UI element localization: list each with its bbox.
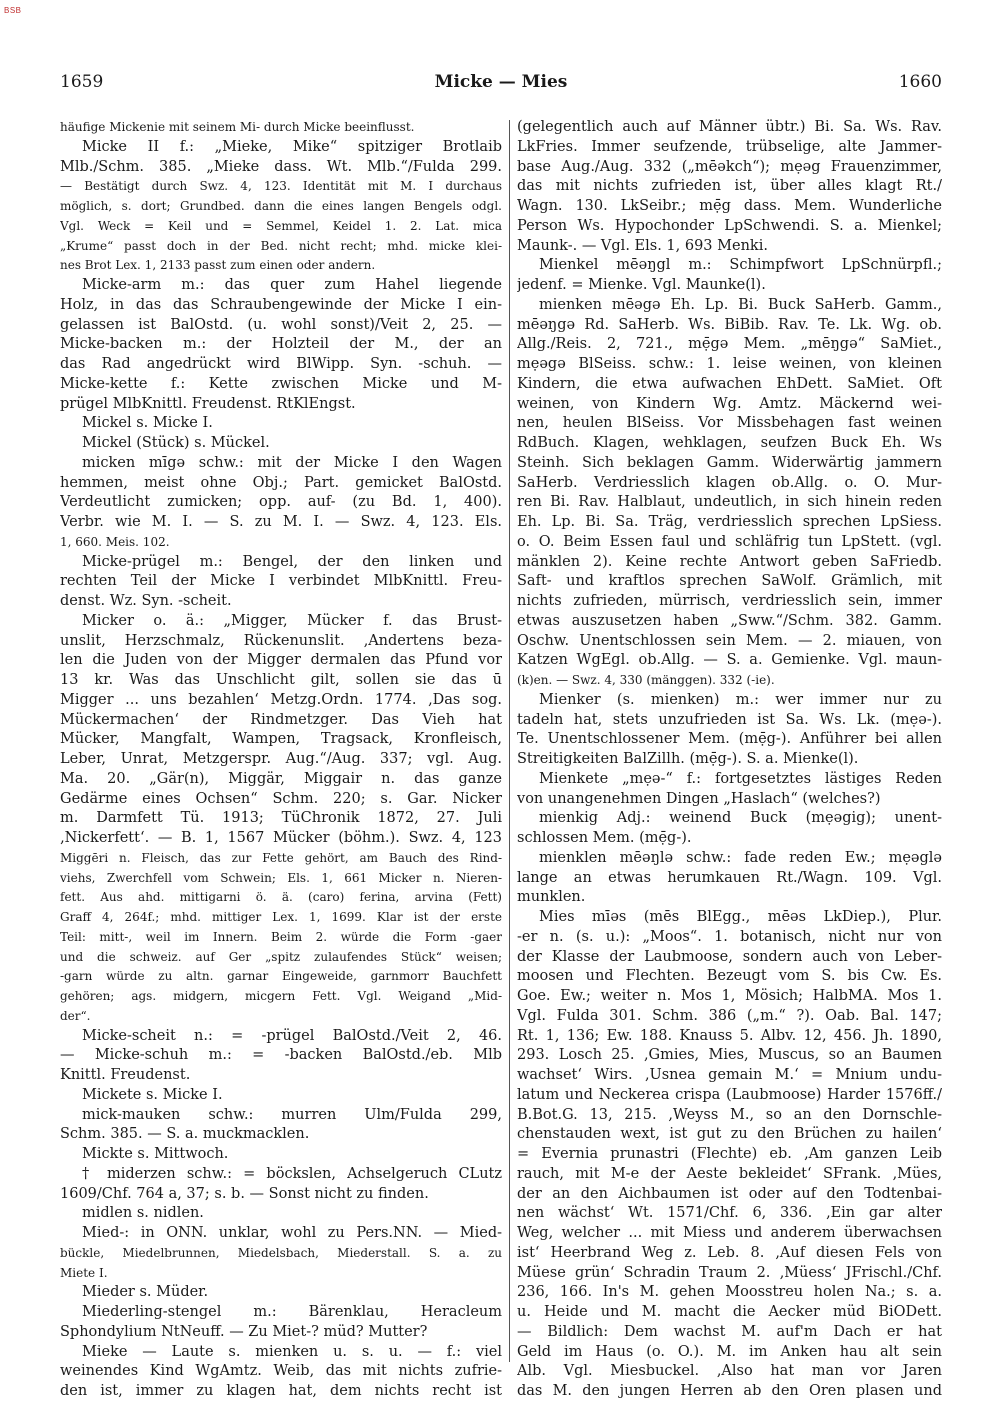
text-line: Wagn. 130. LkSeibr.; mẹ̄g dass. Mem. Wunderliche <box>517 198 942 214</box>
text-line: nen wächst‘ Wt. 1571/Chf. 6, 336. ‚Ein gar alter <box>517 1205 942 1222</box>
text-line: „Krume“ passt doch in der Bed. nicht recht; mhd. micke klei- <box>60 238 502 253</box>
text-line: 236, 166. In's M. gehen Moosstreu holen Na.; s. a. <box>517 1284 942 1301</box>
text-line: Oschw. Unentschlossen sein Mem. — 2. miauen, von <box>517 632 942 649</box>
text-line: mienken mēəgə Eh. Lp. Bi. Buck SaHerb. Gamm., <box>539 296 942 313</box>
text-line: (gelegentlich auch auf Männer übtr.) Bi. Sa. Ws. Rav. <box>517 119 942 135</box>
text-line: Katzen WgEgl. ob.Allg. — S. a. Gemienke. Vgl. maun- <box>517 652 942 669</box>
text-line: Micke-prügel m.: Bengel, der den linken und <box>82 553 502 570</box>
page-number-right: 1660 <box>898 72 942 92</box>
text-line: das Rad angedrückt wird BlWipp. Syn. -schuh. — <box>60 356 502 372</box>
text-line: Eh. Lp. Bi. Sa. Träg, verdriesslich sprechen LpSiess. <box>517 514 942 530</box>
text-line: gelassen ist BalOstd. (u. wohl sonst)/Veit 2, 25. — <box>60 316 502 333</box>
left-column <box>60 118 502 1402</box>
text-line: Miggēri n. Fleisch, das zur Fette gehört, am Bauch des Rind- <box>60 850 502 865</box>
text-line: Alb. Vgl. Miesbuckel. ‚Also hat man vor Jaren <box>517 1363 942 1380</box>
text-line: — Micke-schuh m.: = -backen BalOstd./eb. Mlb <box>60 1047 502 1064</box>
text-line: mänklen 2). Keine rechte Antwort geben SaFriedb. <box>517 553 942 570</box>
text-line: hemmen, meist ohne Obj.; Part. gemicket BalOstd. <box>60 474 502 491</box>
text-line: weinendes Kind WgAmtz. Weib, das mit nichts zufrie- <box>60 1363 502 1380</box>
text-line: Mienker (s. mienken) m.: wer immer nur zu <box>539 691 942 708</box>
text-line: Graff 4, 264f.; mhd. mittiger Lex. 1, 1699. Klar ist der erste <box>60 910 502 924</box>
text-line: moosen und Flechten. Bezeugt vom S. bis Cw. Es. <box>517 968 942 985</box>
text-line: mienklen mēəŋlə schw.: fade reden Ew.; mẹəglə <box>539 849 942 866</box>
text-line: Allg./Reis. 2, 721., mẹ̄gə Mem. „mēŋgə“ SaMiet., <box>517 336 942 353</box>
text-line: len die Juden von der Migger dermalen das Pfund vor <box>60 652 502 669</box>
text-line: Goe. Ew.; weiter n. Mos 1, Mösich; HalbMA. Mos 1. <box>517 988 942 1004</box>
text-line: Maunk-. — Vgl. Els. 1, 693 Menki. <box>517 237 768 254</box>
text-line: micken mīgə schw.: mit der Micke I den Wagen <box>82 454 502 471</box>
text-line: o. O. Beim Essen faul und schläfrig tun LpStett. (vgl. <box>517 533 942 550</box>
text-line: ren Bi. Rav. Halblaut, undeutlich, in sich hinein reden <box>517 494 942 511</box>
running-title: Micke — Mies <box>434 72 568 92</box>
text-line: Mienkel mēəŋgl m.: Schimpfwort LpSchnürpfl.; <box>539 257 942 274</box>
text-line: viehs, Zwerchfell vom Schwein; Els. 1, 661 Micker n. Nieren- <box>60 870 502 885</box>
text-line: etwas auszusetzen haben „Sww.“/Schm. 382. Gamm. <box>517 612 942 629</box>
text-line: Person Ws. Hypochonder LpSchwendi. S. a. Mienkel; <box>517 217 942 234</box>
text-line: LkFries. Immer seufzende, trübselige, alte Jammer- <box>517 138 942 155</box>
text-line: Verdeutlicht zumicken; opp. auf- (zu Bd. 1, 400). <box>60 494 502 511</box>
text-line: Steinh. Sich beklagen Gamm. Widerwärtig jammern <box>517 454 942 471</box>
text-line: Mückermachen‘ der Rindmetzger. Das Vieh hat <box>60 711 502 728</box>
text-line: von unangenehmen Dingen „Haslach“ (welches?) <box>517 790 881 807</box>
text-line: und die schweiz. auf Ger „spitz zulaufendes Stück“ weisen; <box>60 949 502 964</box>
text-line: Mies mīəs (mēs BlEgg., mēəs LkDiep.), Plur. <box>539 909 942 925</box>
text-line: Teil: mitt-, weil im Innern. Beim 2. würde die Form -gaer <box>60 929 502 944</box>
text-line: den ist, immer zu klagen hat, dem nichts recht ist <box>60 1383 502 1399</box>
text-line: Streitigkeiten BalZillh. (mẹ̄g-). S. a. Mienke(l). <box>517 751 859 767</box>
text-line: Mieder s. Müder. <box>82 1284 209 1301</box>
text-line: Rt. 1, 136; Ew. 188. Knauss 5. Albv. 12, 456. Jh. 1890, <box>517 1027 942 1044</box>
text-line: Micker o. ä.: „Migger, Mücker f. das Brust- <box>82 612 502 629</box>
text-line: das M. den jungen Herren ab den Oren plasen und <box>517 1383 942 1399</box>
text-line: möglich, s. dort; Grundbed. dann die eines langen Bengels odgl. <box>60 199 502 213</box>
text-line: der Klasse der Laubmoose, sondern auch von Leber- <box>517 948 942 965</box>
text-line: Micke-backen m.: der Holzteil der M., der an <box>60 336 502 353</box>
text-line: Migger ... uns bezahlen‘ Metzg.Ordn. 1774. ‚Das sog. <box>60 691 502 708</box>
text-line: das mit nichts zufrieden ist, über alles klagt Rt./ <box>517 178 942 195</box>
text-line: = Evernia prunastri (Flechte) eb. ‚Am ganzen Leib <box>517 1146 942 1162</box>
text-line: Saft- und kraftlos sprechen SaWolf. Grämlich, mit <box>517 573 942 590</box>
text-line: Weg, welcher ... mit Miess und anderem überwachsen <box>517 1225 942 1241</box>
text-line: nen, heulen BlSeiss. Vor Missbehagen fast weinen <box>517 415 942 432</box>
text-line: Schm. 385. — S. a. muckmacklen. <box>60 1126 310 1143</box>
text-line: Vgl. Weck = Keil und = Semmel, Keidel 1. 2. Lat. mica <box>60 218 502 233</box>
text-line: Vgl. Fulda 301. Schm. 386 („m.“ ?). Oab. Bal. 147; <box>517 1007 942 1024</box>
text-line: der an den Aichbaumen ist oder auf den Todtenbai- <box>517 1185 942 1202</box>
text-line: Te. Unentschlossener Mem. (mẹ̄g-). Anführer bei allen <box>517 731 942 748</box>
text-line: Micke-scheit n.: = -prügel BalOstd./Veit 2, 46. <box>82 1027 502 1044</box>
text-line: nichts zufrieden, mürrisch, verdriesslich sein, immer <box>517 593 942 609</box>
library-stamp: BSB <box>4 6 22 15</box>
text-line: Mücker, Mangfalt, Wampen, Tragsack, Kronfleisch, <box>60 731 502 748</box>
text-line: mienkig Adj.: weinend Buck (mẹəgig); unent- <box>539 810 942 827</box>
text-line: Mickel s. Micke I. <box>82 415 213 432</box>
text-line: B.Bot.G. 13, 215. ‚Weyss M., so an den Dornschle- <box>517 1106 942 1123</box>
text-line: 1609/Chf. 764 a, 37; s. b. — Sonst nicht zu finden. <box>60 1185 429 1202</box>
text-line: Holz, in das das Schraubengewinde der Micke I ein- <box>60 296 502 313</box>
text-line: Müese grün‘ Schradin Traum 2. ‚Müess‘ JFrischl./Chf. <box>517 1264 942 1281</box>
text-line: mēəŋgə Rd. SaHerb. Ws. BiBib. Rav. Te. Lk. Wg. ob. <box>517 316 942 333</box>
text-line: ist‘ Heerbrand Weg z. Leb. 8. ‚Auf diesen Fels von <box>517 1244 942 1261</box>
text-line: u. Heide und M. macht die Aecker müd BiODett. <box>517 1304 942 1320</box>
text-line: — Bestätigt durch Swz. 4, 123. Identität mit M. I durchaus <box>60 179 502 194</box>
text-line: Miete I. <box>60 1265 108 1280</box>
text-line: Miederling-stengel m.: Bärenklau, Heracleum <box>82 1304 502 1320</box>
text-line: Ma. 20. „Gär(n), Miggär, Miggair n. das ganze <box>60 770 502 787</box>
text-line: mẹəgə BlSeiss. schw.: 1. leise weinen, von kleinen <box>517 356 942 372</box>
right-column <box>517 118 942 1402</box>
text-line: -garn würde zu altn. garnar Eingeweide, garnmorr Bauchfett <box>60 969 502 984</box>
text-line: -er n. (s. u.): „Moos“. 1. botanisch, nicht nur von <box>517 928 942 945</box>
text-line: midlen s. nidlen. <box>82 1205 204 1222</box>
text-line: bückle, Miedelbrunnen, Miedelsbach, Miederstall. S. a. zu <box>60 1245 502 1260</box>
text-line: Micke-arm m.: das quer zum Hahel liegende <box>82 277 502 293</box>
text-line: ‚Nickerfett‘. — B. 1, 1567 Mücker (böhm.). Swz. 4, 123 <box>60 830 502 846</box>
text-line: Micke-kette f.: Kette zwischen Micke und M- <box>60 375 502 392</box>
text-line: mick-mauken schw.: murren Ulm/Fulda 299, <box>82 1106 502 1123</box>
text-line: lange an etwas herumkauen Rt./Wagn. 109. Vgl. <box>517 869 942 886</box>
text-line: Mickete s. Micke I. <box>82 1086 223 1103</box>
text-line: latum und Neckerea crispa (Laubmoose) Harder 1576ff./ <box>517 1086 942 1103</box>
text-line: RdBuch. Klagen, wehklagen, seufzen Buck Eh. Ws <box>517 435 942 451</box>
text-line: Gedärme eines Ochsen“ Schm. 220; s. Gar. Nicker <box>60 790 502 807</box>
text-line: weinen, von Kindern Wg. Amtz. Mäckernd wei- <box>517 395 942 412</box>
text-line: Mienkete „mẹə-“ f.: fortgesetztes lästiges Reden <box>539 770 942 787</box>
text-line: Mied-: in ONN. unklar, wohl zu Pers.NN. — Mied- <box>82 1225 502 1241</box>
text-line: schlossen Mem. (mẹ̄g-). <box>517 830 692 846</box>
text-line: prügel MlbKnittl. Freudenst. RtKlEngst. <box>60 395 356 412</box>
text-line: der“. <box>60 1008 91 1023</box>
text-line: Sphondylium NtNeuff. — Zu Miet-? müd? Mutter? <box>60 1323 428 1340</box>
text-line: gehören; ags. midgern, micgern Fett. Vgl. Weigand „Mid- <box>60 989 502 1003</box>
text-line: Geld im Haus (o. O.). M. im Anken hau alt sein <box>517 1343 942 1360</box>
text-line: häufige Mickenie mit seinem Mi- durch Micke beeinflusst. <box>60 120 415 134</box>
text-line: (k)en. — Swz. 4, 330 (mänggen). 332 (-ie). <box>517 673 775 687</box>
text-line: rauch, mit M-e der Aeste bekleidet‘ SFrank. ‚Mües, <box>517 1165 942 1182</box>
text-line: † miderzen schw.: = böckslen, Achselgeruch CLutz <box>82 1165 502 1182</box>
text-line: Kindern, die etwa aufwachen EhDett. SaMiet. Oft <box>517 375 942 392</box>
text-line: Mlb./Schm. 385. „Mieke dass. Wt. Mlb.“/Fulda 299. <box>60 158 502 175</box>
text-line: Micke II f.: „Mieke, Mike“ spitziger Brotlaib <box>82 138 502 155</box>
text-line: rechten Teil der Micke I verbindet MlbKnittl. Freu- <box>60 573 502 590</box>
text-line: fett. Aus ahd. mittigarni ö. ä. (caro) ferina, arvina (Fett) <box>60 890 502 905</box>
text-line: 13 kr. Was das Unschlicht gilt, sollen sie das ū <box>60 672 502 688</box>
text-line: chenstauden wext, ist gut zu den Brüchen zu hailen‘ <box>517 1126 942 1143</box>
text-line: Leber, Unrat, Metzgerspr. Aug.“/Aug. 337; vgl. Aug. <box>60 751 502 767</box>
text-line: — Bildlich: Dem wachst M. auf'm Dach er hat <box>517 1323 942 1340</box>
text-line: m. Darmfett Tü. 1913; TüChronik 1872, 27. Juli <box>60 810 502 827</box>
text-line: tadeln hat, stets unzufrieden ist Sa. Ws. Lk. (mẹə-). <box>517 711 942 728</box>
text-line: base Aug./Aug. 332 („mēəkch“); mẹəg Frauenzimmer, <box>517 158 942 175</box>
text-line: 293. Losch 25. ‚Gmies, Mies, Muscus, so an Baumen <box>517 1047 942 1064</box>
text-line: Knittl. Freudenst. <box>60 1067 191 1083</box>
text-line: unslit, Herzschmalz, Rückenunslit. ‚Andertens beza- <box>60 632 502 649</box>
text-line: munklen. <box>517 889 586 906</box>
text-line: nes Brot Lex. 1, 2133 passt zum einen oder andern. <box>60 258 376 273</box>
text-line: wachset‘ Wirs. ‚Usnea gemain M.‘ = Mnium undu- <box>517 1067 942 1083</box>
page-header <box>60 72 942 94</box>
text-line: denst. Wz. Syn. -scheit. <box>60 593 232 609</box>
text-line: Verbr. wie M. I. — S. zu M. I. — Swz. 4, 123. Els. <box>60 514 502 530</box>
text-line: 1, 660. Meis. 102. <box>60 534 170 549</box>
text-line: jedenf. = Mienke. Vgl. Maunke(l). <box>517 277 766 293</box>
page-number-left: 1659 <box>60 72 104 92</box>
text-line: Mickte s. Mittwoch. <box>82 1146 229 1162</box>
text-line: SaHerb. Verdriesslich klagen ob.Allg. o. O. Mur- <box>517 474 942 491</box>
column-divider <box>509 120 510 1362</box>
text-line: Mickel (Stück) s. Mückel. <box>82 435 270 451</box>
text-line: Mieke — Laute s. mienken u. s. u. — f.: viel <box>82 1343 502 1360</box>
